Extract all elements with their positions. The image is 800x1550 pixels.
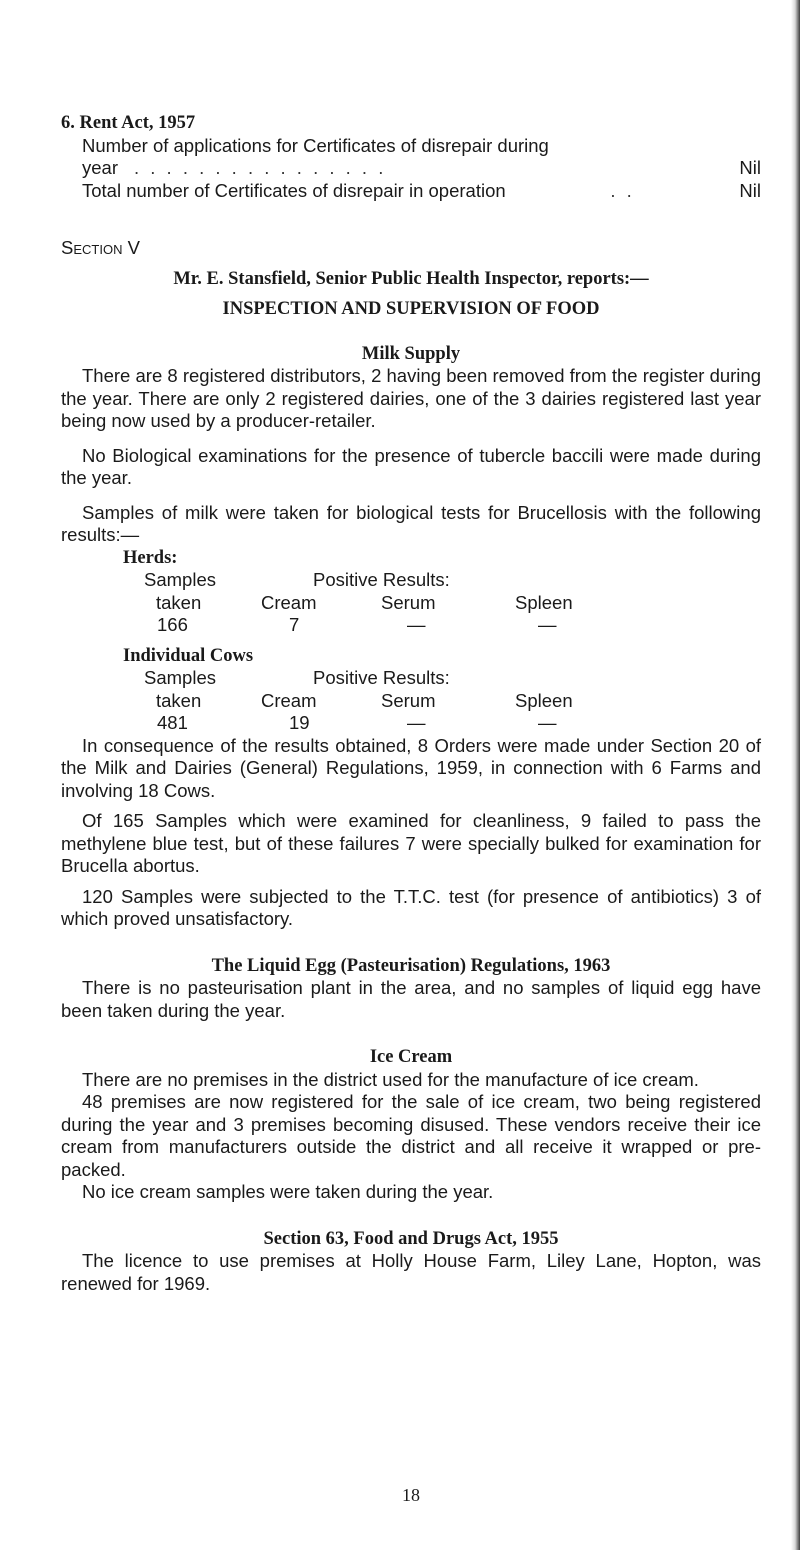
milk-paragraph: No Biological examinations for the presence of tubercle baccili were made during the year.	[61, 444, 761, 488]
positive-results-label: Positive Results:	[313, 667, 450, 688]
cell-serum: —	[407, 712, 426, 733]
col-samples: Samples	[144, 667, 216, 688]
reporter-line: Mr. E. Stansfield, Senior Public Health Inspector, reports:—	[173, 268, 649, 289]
item-value: Nil	[739, 179, 761, 201]
col-taken: taken	[156, 689, 202, 711]
cell-spleen: —	[538, 614, 557, 635]
cell-spleen: —	[538, 712, 557, 733]
section6-item-in-operation	[61, 180, 761, 203]
cell-cream: 7	[289, 614, 300, 635]
col-taken: taken	[156, 591, 202, 613]
section-title: INSPECTION AND SUPERVISION OF FOOD	[222, 299, 600, 319]
col-cream: Cream	[261, 689, 317, 711]
milk-paragraph: Samples of milk were taken for biological tests for Brucellosis with the following results:—	[61, 501, 761, 545]
milk-paragraph: There are 8 registered distributors, 2 having been removed from the register during the year. There are only 2 registered dairies, one of the 3 dairies registered last year being now used by a producer-retailer.	[61, 365, 761, 431]
document-page	[61, 112, 761, 1505]
cows-title: Individual Cows	[123, 645, 254, 666]
egg-paragraph: There is no pasteurisation plant in the area, and no samples of liquid egg have been taken during the year.	[61, 977, 761, 1021]
page-number: 18	[402, 1485, 420, 1505]
section63-heading: Section 63, Food and Drugs Act, 1955	[263, 1228, 559, 1249]
ice-cream-heading: Ice Cream	[369, 1047, 453, 1067]
cell-cream: 19	[289, 712, 310, 733]
cell-serum: —	[407, 614, 426, 635]
col-spleen: Spleen	[515, 689, 573, 711]
liquid-egg-heading: The Liquid Egg (Pasteurisation) Regulations, 1963	[211, 955, 611, 976]
item-label-cont: year	[82, 157, 118, 178]
leader-dots: . . . . . . . . . . . . . . . .	[134, 157, 387, 178]
col-spleen: Spleen	[515, 591, 573, 613]
item-label: Total number of Certificates of disrepair in operation	[82, 179, 506, 201]
table-row	[123, 712, 761, 735]
col-serum: Serum	[381, 689, 436, 711]
herds-results-table	[61, 547, 761, 637]
cows-results-table	[61, 645, 761, 735]
milk-paragraph: 120 Samples were subjected to the T.T.C. test (for presence of antibiotics) 3 of which proved unsatisfactory.	[61, 885, 761, 929]
table-row	[123, 614, 761, 637]
milk-paragraph: Of 165 Samples which were examined for cleanliness, 9 failed to pass the methylene blue test, but of these failures 7 were specially bulked for examination for Brucella abortus.	[61, 810, 761, 876]
col-samples: Samples	[144, 569, 216, 590]
item-label: Number of applications for Certificates of disrepair during	[82, 134, 549, 156]
cell-samples: 166	[157, 614, 188, 635]
item-value: Nil	[739, 157, 761, 178]
ice-cream-paragraph: No ice cream samples were taken during the year.	[82, 1181, 494, 1202]
section6-heading: 6. Rent Act, 1957	[61, 113, 196, 133]
section63-paragraph: The licence to use premises at Holly House Farm, Liley Lane, Hopton, was renewed for 1969.	[61, 1250, 761, 1294]
ice-cream-paragraph: 48 premises are now registered for the sale of ice cream, two being registered during the year and 3 premises becoming disused. These vendors receive their ice cream from manufacturers outside the district and all receive it wrapped or pre-packed.	[61, 1091, 761, 1180]
positive-results-label: Positive Results:	[313, 569, 450, 590]
herds-title: Herds:	[123, 547, 178, 568]
milk-paragraph: In consequence of the results obtained, 8 Orders were made under Section 20 of the Milk and Dairies (General) Regulations, 1959, in connection with 6 Farms and involving 18 Cows.	[61, 734, 761, 801]
col-cream: Cream	[261, 591, 317, 613]
ice-cream-paragraph: There are no premises in the district used for the manufacture of ice cream.	[82, 1068, 699, 1090]
section6-item-applications	[61, 135, 761, 180]
section5-label: Section V	[61, 237, 140, 258]
leader-dots: . .	[610, 179, 635, 201]
col-serum: Serum	[381, 591, 436, 613]
scan-edge-shadow	[791, 0, 800, 1550]
milk-supply-heading: Milk Supply	[361, 343, 461, 364]
cell-samples: 481	[157, 712, 188, 733]
